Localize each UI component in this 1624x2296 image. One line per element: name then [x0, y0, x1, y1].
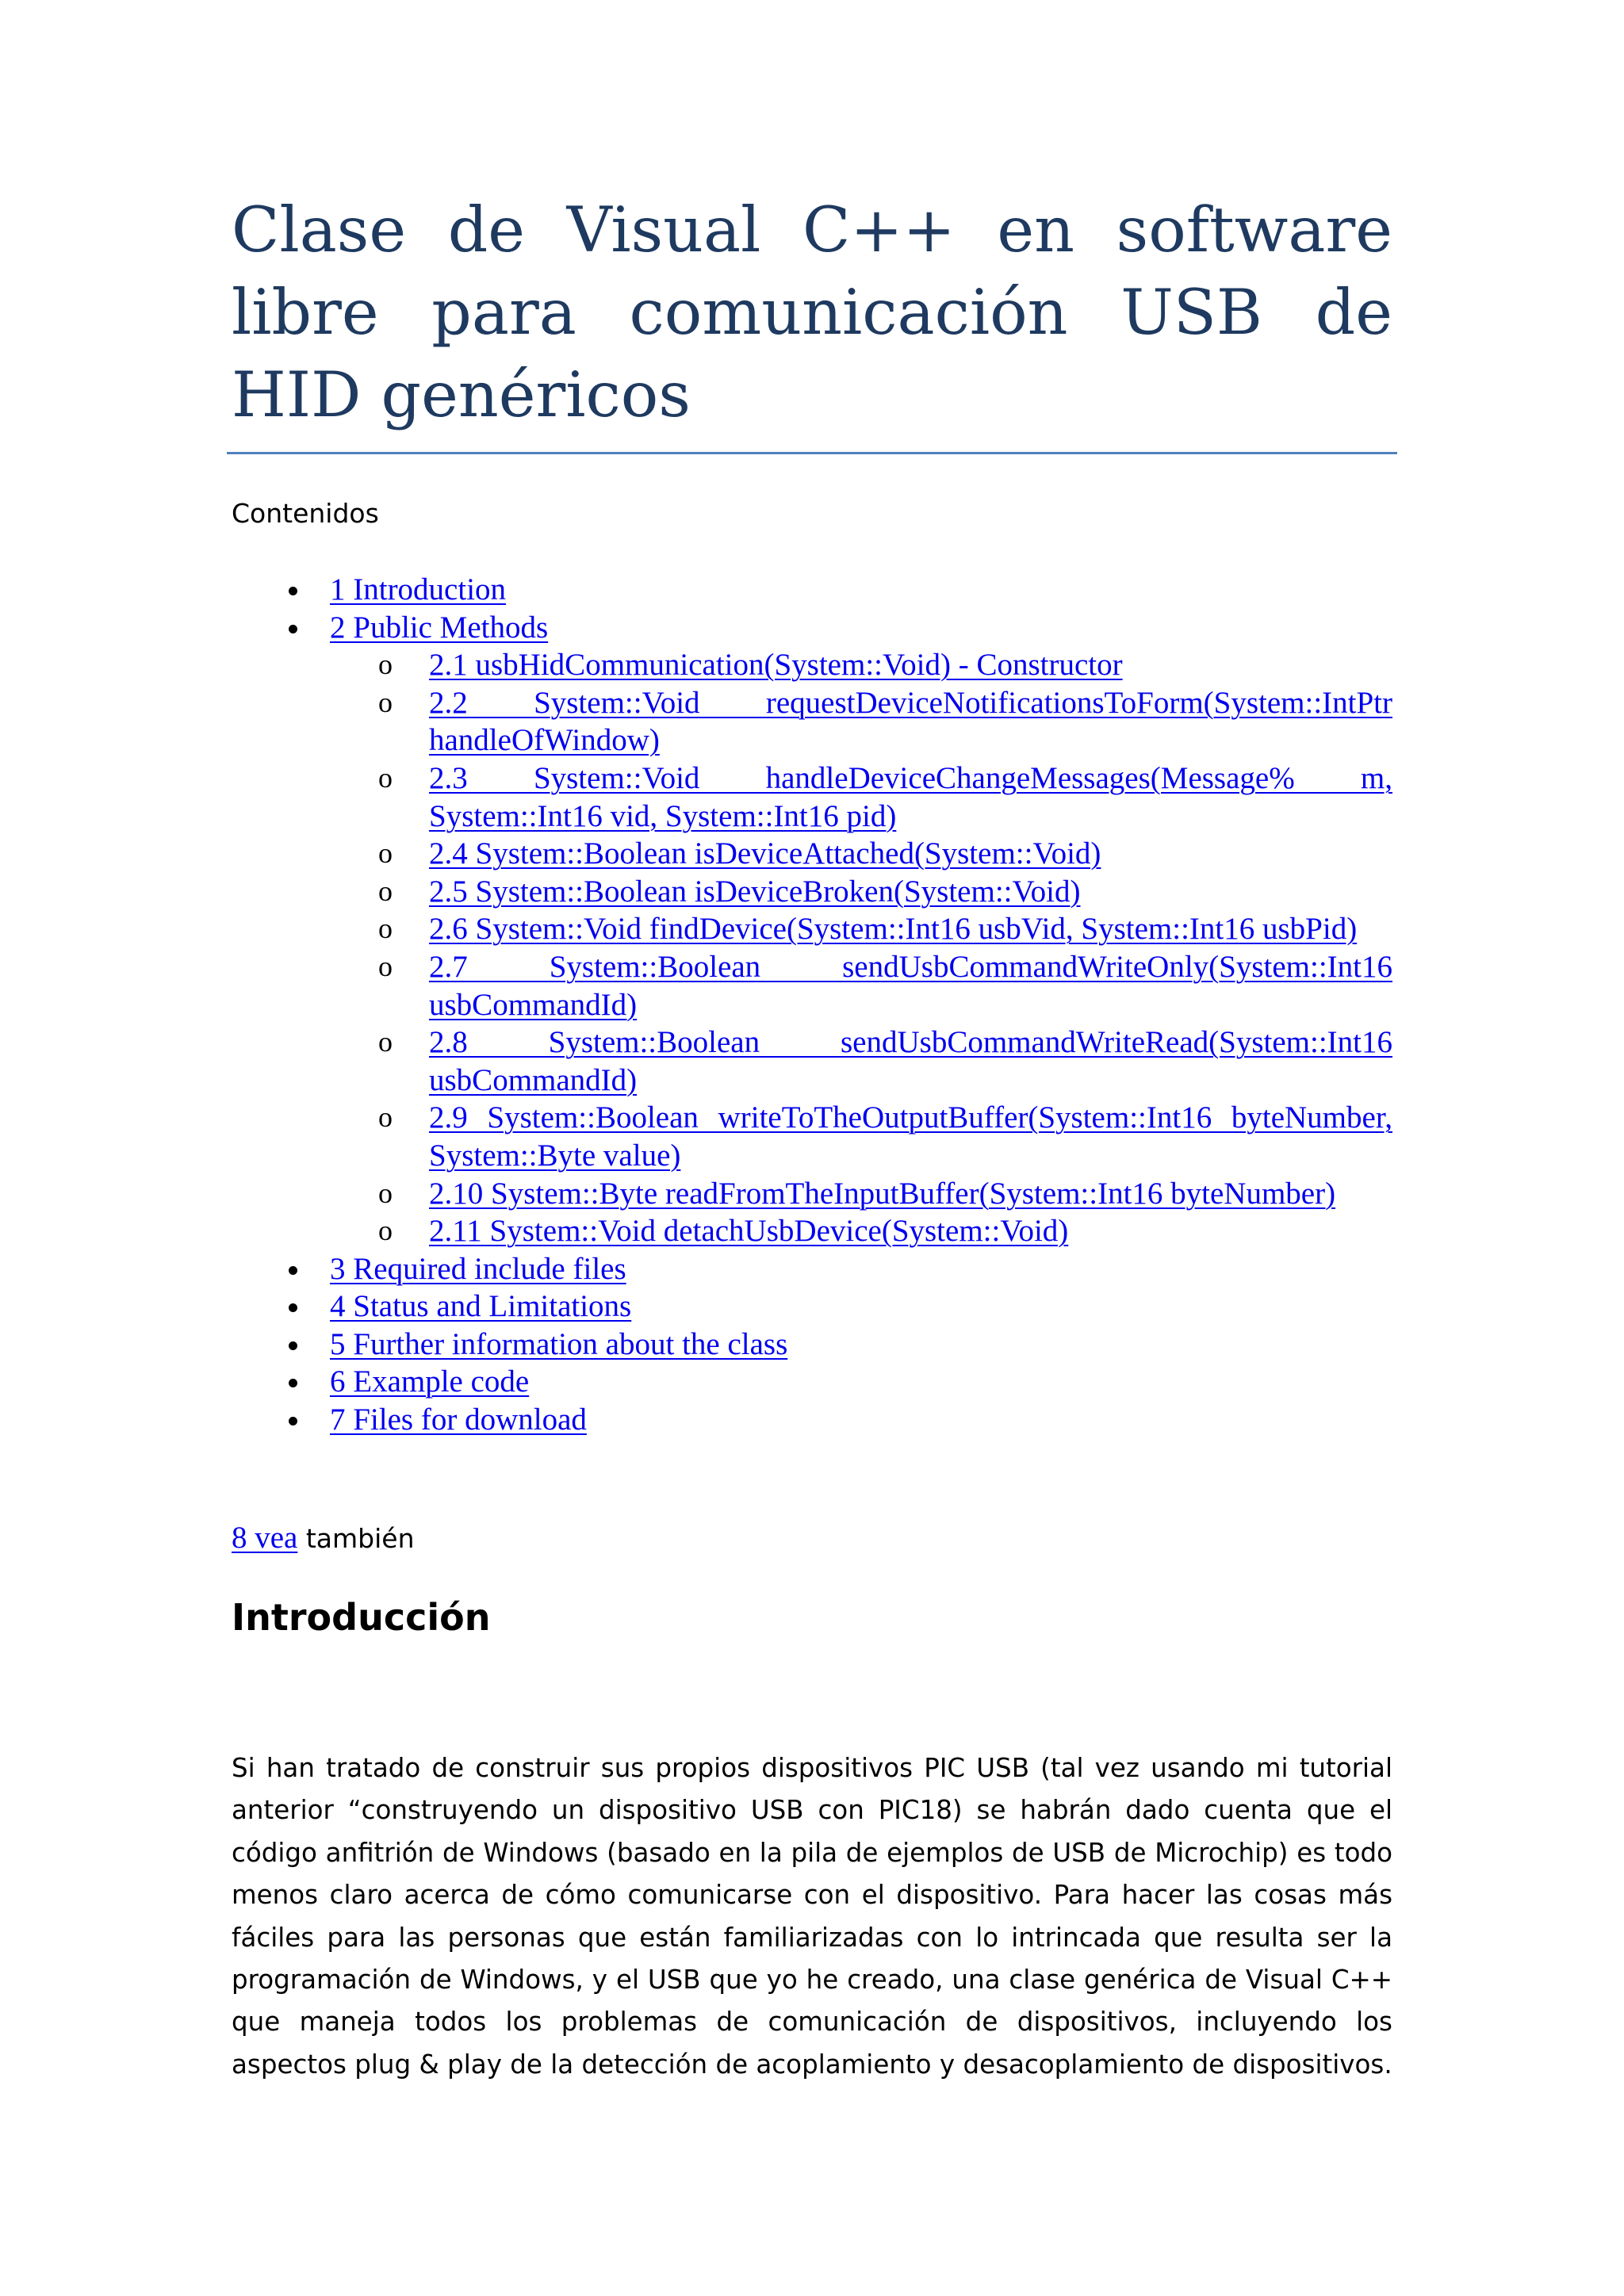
toc-link[interactable]: 7 Files for download [330, 1402, 587, 1437]
toc-link[interactable]: 1 Introduction [330, 572, 507, 607]
contents-label: Contenidos [232, 498, 379, 529]
toc-sublink[interactable]: 2.3 System::Void handleDeviceChangeMessages(Message% m, System::Int16 vid, System::Int16 pid) [429, 760, 1392, 833]
intro-paragraph: Si han tratado de construir sus propios dispositivos PIC USB (tal vez usando mi tutorial anterior “construyendo un dispositivo USB con PIC18) se habrán dado cuenta que el código anfitrión de Windows (basado en la pila de ejemplos de USB de Microchip) es todo menos claro acerca de cómo comunicarse con el dispositivo. Para hacer las cosas más fáciles para las personas que están familiarizadas con lo intrincada que resulta ser la programación de Windows, y el USB que yo he creado, una clase genérica de Visual C++ que maneja todos los problemas de comunicación de dispositivos, incluyendo los aspectos plug & play de la detección de acoplamiento y desacoplamiento de dispositivos. [232, 1753, 1392, 2080]
toc-subitem [232, 760, 1392, 835]
table-of-contents [232, 571, 1392, 1439]
toc-subitem [232, 1099, 1392, 1174]
toc-item [232, 1250, 1392, 1288]
bullet-icon [289, 1417, 297, 1425]
toc-subitem [232, 873, 1392, 911]
toc-subitem [232, 1024, 1392, 1099]
bullet-icon [289, 625, 297, 633]
toc-sublink[interactable]: 2.5 System::Boolean isDeviceBroken(System::Void) [429, 874, 1081, 909]
toc-sublink[interactable]: 2.6 System::Void findDevice(System::Int16 usbVid, System::Int16 usbPid) [429, 912, 1358, 947]
circle-bullet-icon: o [378, 1101, 393, 1134]
circle-bullet-icon: o [378, 837, 393, 870]
circle-bullet-icon: o [378, 1215, 393, 1247]
toc-link[interactable]: 3 Required include files [330, 1251, 626, 1286]
toc-item [232, 571, 1392, 609]
toc-item [232, 1401, 1392, 1439]
toc-item [232, 609, 1392, 647]
toc-link[interactable]: 5 Further information about the class [330, 1326, 788, 1361]
see-also-line [232, 1521, 415, 1556]
toc-sublink[interactable]: 2.2 System::Void requestDeviceNotificationsToForm(System::IntPtr handleOfWindow) [429, 685, 1392, 758]
toc-subitem [232, 1175, 1392, 1213]
toc-list [232, 571, 1392, 1439]
toc-subitem [232, 646, 1392, 684]
bullet-icon [289, 1303, 297, 1312]
circle-bullet-icon: o [378, 686, 393, 718]
bullet-icon [289, 587, 297, 595]
toc-sublink[interactable]: 2.4 System::Boolean isDeviceAttached(System::Void) [429, 836, 1101, 871]
toc-sublink[interactable]: 2.11 System::Void detachUsbDevice(System::Void) [429, 1214, 1069, 1249]
bullet-icon [289, 1379, 297, 1387]
toc-link[interactable]: 4 Status and Limitations [330, 1289, 632, 1324]
circle-bullet-icon: o [378, 1177, 393, 1209]
toc-subitem [232, 684, 1392, 760]
title-divider [227, 452, 1397, 454]
bullet-icon [289, 1266, 297, 1275]
toc-subitem [232, 835, 1392, 873]
toc-item [232, 1326, 1392, 1364]
toc-subitem [232, 948, 1392, 1024]
circle-bullet-icon: o [378, 761, 393, 794]
toc-item [232, 1363, 1392, 1401]
toc-sublink[interactable]: 2.8 System::Boolean sendUsbCommandWriteRead(System::Int16 usbCommandId) [429, 1025, 1392, 1097]
toc-link[interactable]: 2 Public Methods [330, 610, 549, 645]
see-also-link[interactable]: 8 vea [232, 1521, 298, 1555]
circle-bullet-icon: o [378, 1026, 393, 1058]
section-heading-introduccion: Introducción [232, 1596, 491, 1639]
toc-sublink[interactable]: 2.10 System::Byte readFromTheInputBuffer(System::Int16 byteNumber) [429, 1176, 1336, 1211]
toc-subitem [232, 1212, 1392, 1250]
toc-item [232, 1288, 1392, 1326]
bullet-icon [289, 1341, 297, 1350]
toc-link[interactable]: 6 Example code [330, 1364, 530, 1399]
circle-bullet-icon: o [378, 913, 393, 945]
toc-sublink[interactable]: 2.1 usbHidCommunication(System::Void) - Constructor [429, 648, 1123, 683]
circle-bullet-icon: o [378, 874, 393, 907]
toc-sublink[interactable]: 2.7 System::Boolean sendUsbCommandWriteOnly(System::Int16 usbCommandId) [429, 949, 1392, 1022]
circle-bullet-icon: o [378, 649, 393, 681]
document-title: Clase de Visual C++ en software libre para comunicación USB de HID genéricos [232, 193, 1392, 431]
see-also-text: también [297, 1523, 415, 1554]
circle-bullet-icon: o [378, 950, 393, 982]
toc-subitem [232, 910, 1392, 948]
toc-sublink[interactable]: 2.9 System::Boolean writeToTheOutputBuffer(System::Int16 byteNumber, System::Byte value) [429, 1100, 1392, 1173]
